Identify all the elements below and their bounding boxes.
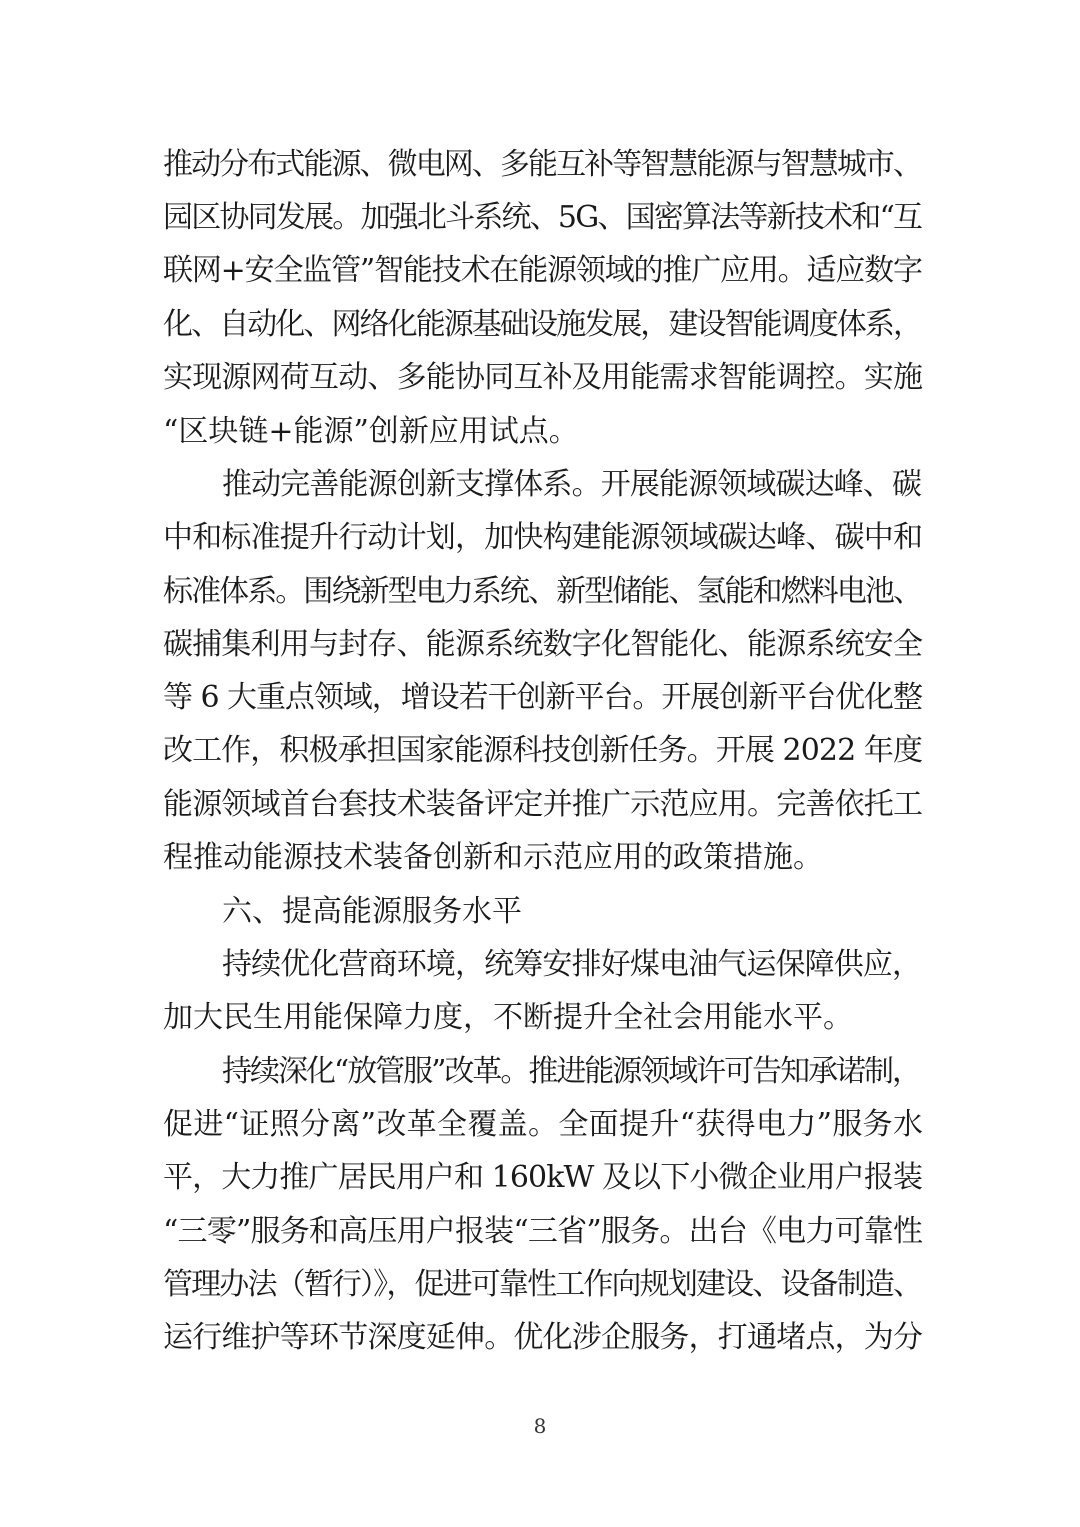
text-line: 碳捕集利用与封存、能源系统数字化智能化、能源系统安全 [163,627,923,662]
text-line: 促进“证照分离”改革全覆盖。全面提升“获得电力”服务水 [163,1107,924,1142]
text-line: 运行维护等环节深度延伸。优化涉企服务，打通堵点，为分 [163,1320,923,1355]
page-number: 8 [533,1414,547,1438]
text-line: 中和标准提升行动计划，加快构建能源领域碳达峰、碳中和 [163,520,923,555]
text-line: “三零”服务和高压用户报装“三省”服务。出台《电力可靠性 [163,1214,923,1249]
paragraph-first-line: 持续深化“放管服”改革。推进能源领域许可告知承诺制， [222,1054,920,1089]
text-line: 园区协同发展。加强北斗系统、5G、国密算法等新技术和“互 [163,200,922,235]
text-line: 实现源网荷互动、多能协同互补及用能需求智能调控。实施 [163,360,923,395]
paragraph-first-line: 推动完善能源创新支撑体系。开展能源领域碳达峰、碳 [222,467,922,502]
text-line: “区块链+能源”创新应用试点。 [163,414,579,449]
text-line: 平，大力推广居民用户和 160kW 及以下小微企业用户报装 [163,1160,923,1195]
text-line: 改工作，积极承担国家能源科技创新任务。开展 2022 年度 [163,733,923,768]
text-line: 标准体系。围绕新型电力系统、新型储能、氢能和燃料电池、 [163,574,922,609]
text-line: 管理办法（暂行）》，促进可靠性工作向规划建设、设备制造、 [163,1267,922,1302]
text-line: 等 6 大重点领域，增设若干创新平台。开展创新平台优化整 [163,680,922,715]
text-line: 能源领域首台套技术装备评定并推广示范应用。完善依托工 [163,787,923,822]
paragraph-first-line: 持续优化营商环境，统筹安排好煤电油气运保障供应， [222,947,922,982]
section-heading: 六、提高能源服务水平 [222,894,522,929]
text-line: 加大民生用能保障力度，不断提升全社会用能水平。 [163,1000,853,1035]
text-line: 化、自动化、网络化能源基础设施发展，建设智能调度体系， [163,307,922,342]
text-line: 联网+安全监管”智能技术在能源领域的推广应用。适应数字 [163,253,922,288]
text-line: 程推动能源技术装备创新和示范应用的政策措施。 [163,840,823,875]
text-line: 推动分布式能源、微电网、多能互补等智慧能源与智慧城市、 [163,147,922,182]
